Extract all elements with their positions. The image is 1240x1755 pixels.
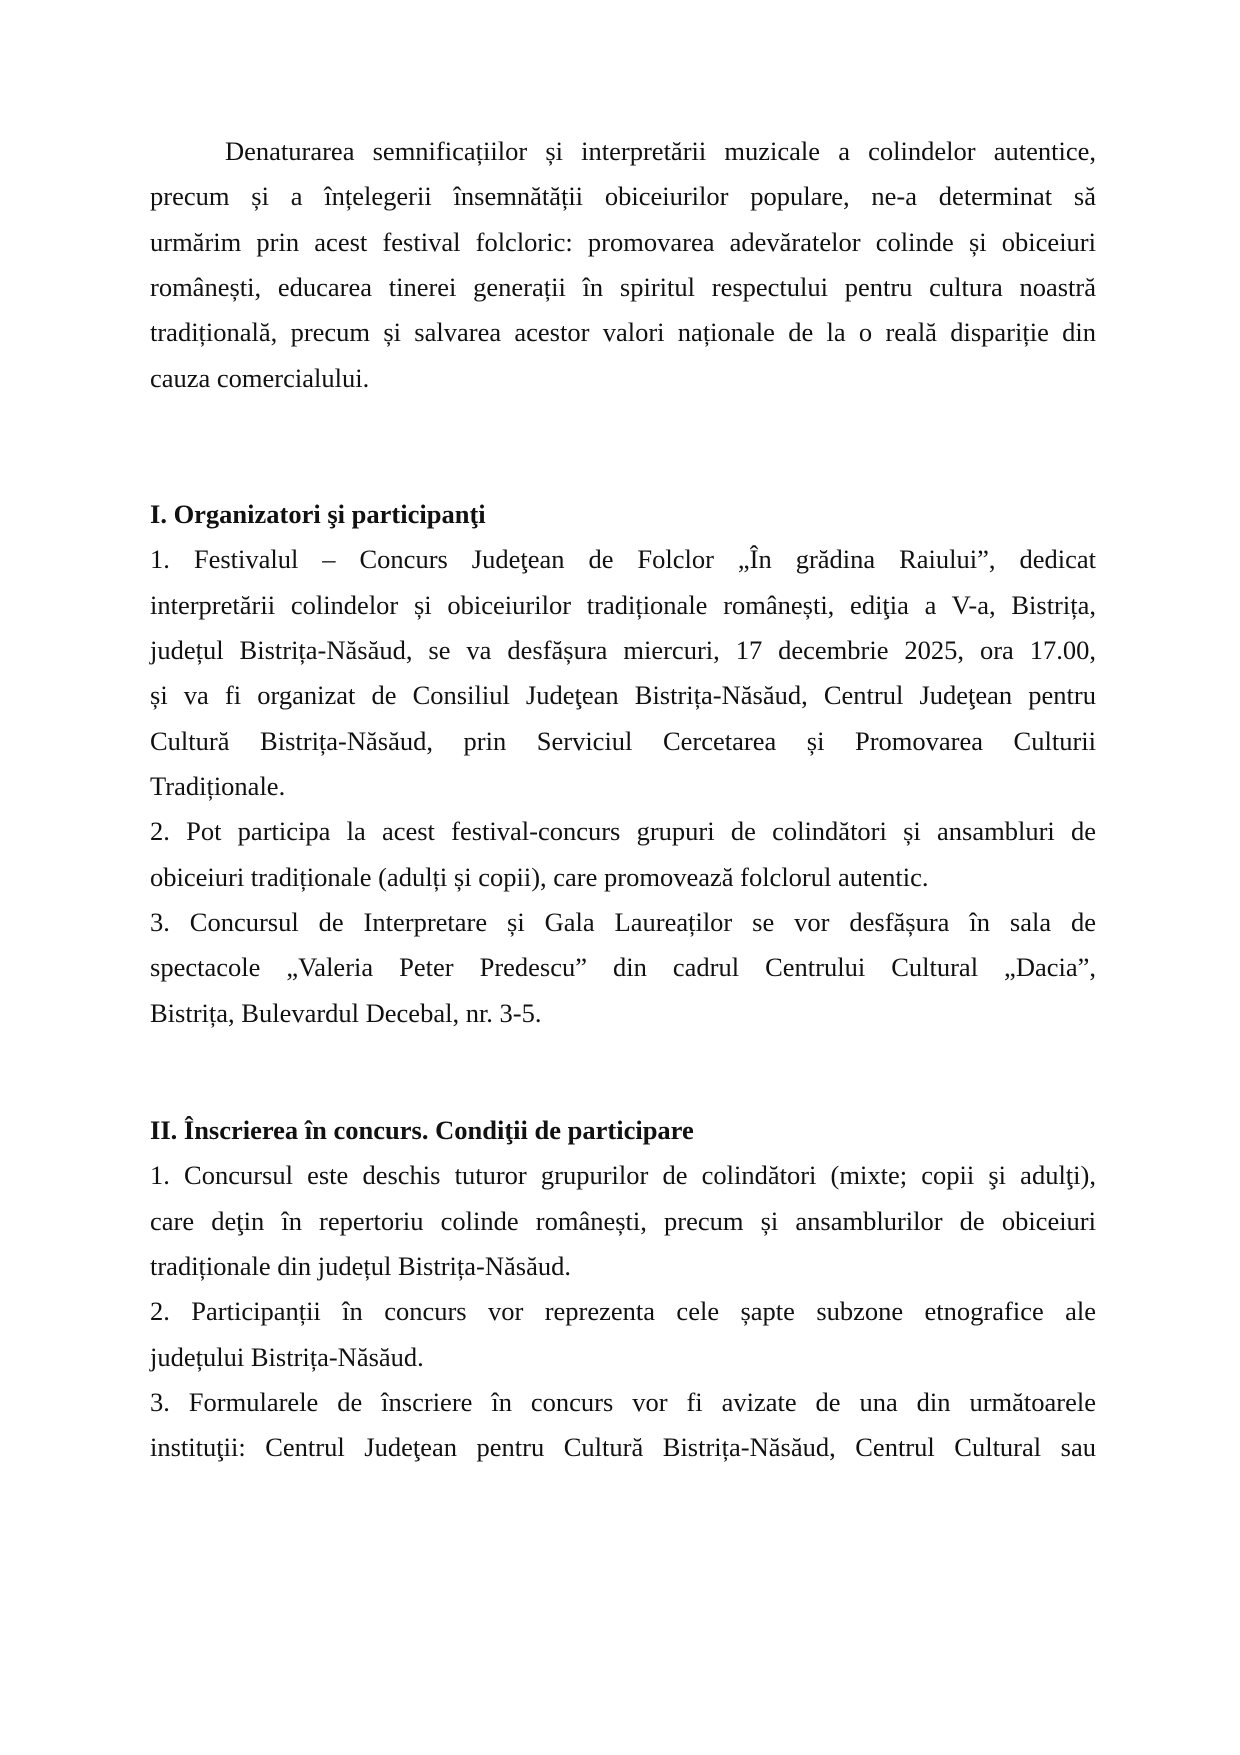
section-1-line: Bistrița, Bulevardul Decebal, nr. 3-5. [150,998,542,1028]
intro-line: urmărim prin acest festival folcloric: promovarea adevăratelor colinde și obiceiuri [150,227,1096,257]
section-1-line: 3. Concursul de Interpretare și Gala Laureaților se vor desfășura în sala de [150,907,1096,937]
intro-line: tradițională, precum și salvarea acestor valori naționale de la o reală dispariție din [150,317,1096,347]
section-1-line: și va fi organizat de Consiliul Judeţean Bistrița-Năsăud, Centrul Judeţean pentru [150,680,1096,710]
intro-line: românești, educarea tinerei generații în spiritul respectului pentru cultura noastră [150,272,1096,302]
section-2-line: care deţin în repertoriu colinde românești, precum și ansamblurilor de obiceiuri [150,1206,1096,1236]
section-2-line: 2. Participanții în concurs vor reprezenta cele șapte subzone etnografice ale [150,1296,1096,1326]
section-1-line: județul Bistrița-Năsăud, se va desfășura miercuri, 17 decembrie 2025, ora 17.00, [150,635,1096,665]
intro-line: Denaturarea semnificațiilor și interpretării muzicale a colindelor autentice, [225,136,1096,166]
section-1-heading: I. Organizatori şi participanţi [150,499,486,529]
section-1-line: obiceiuri tradiționale (adulți și copii), care promovează folclorul autentic. [150,862,929,892]
section-1-line: 1. Festivalul – Concurs Judeţean de Folclor „În grădina Raiului”, dedicat [150,544,1096,574]
section-1-line: Tradiționale. [150,771,286,801]
section-1-line: spectacole „Valeria Peter Predescu” din cadrul Centrului Cultural „Dacia”, [150,952,1096,982]
section-1-line: Cultură Bistrița-Năsăud, prin Serviciul Cercetarea și Promovarea Culturii [150,726,1096,756]
section-2-line: instituţii: Centrul Judeţean pentru Cultură Bistrița-Năsăud, Centrul Cultural sau [150,1432,1096,1462]
intro-line: precum și a înțelegerii însemnătății obiceiurilor populare, ne-a determinat să [150,181,1096,211]
section-2-line: județului Bistrița-Năsăud. [150,1342,424,1372]
section-2-line: 1. Concursul este deschis tuturor grupurilor de colindători (mixte; copii şi adulţi), [150,1160,1096,1190]
section-2-line: 3. Formularele de înscriere în concurs vor fi avizate de una din următoarele [150,1387,1096,1417]
section-1-line: 2. Pot participa la acest festival-concurs grupuri de colindători și ansambluri de [150,816,1096,846]
section-2-heading: II. Înscrierea în concurs. Condiţii de participare [150,1115,694,1145]
intro-line: cauza comercialului. [150,363,370,393]
section-1-line: interpretării colindelor și obiceiurilor tradiționale românești, ediţia a V-a, Bistrița, [150,590,1096,620]
section-2-line: tradiționale din județul Bistrița-Năsăud. [150,1251,571,1281]
